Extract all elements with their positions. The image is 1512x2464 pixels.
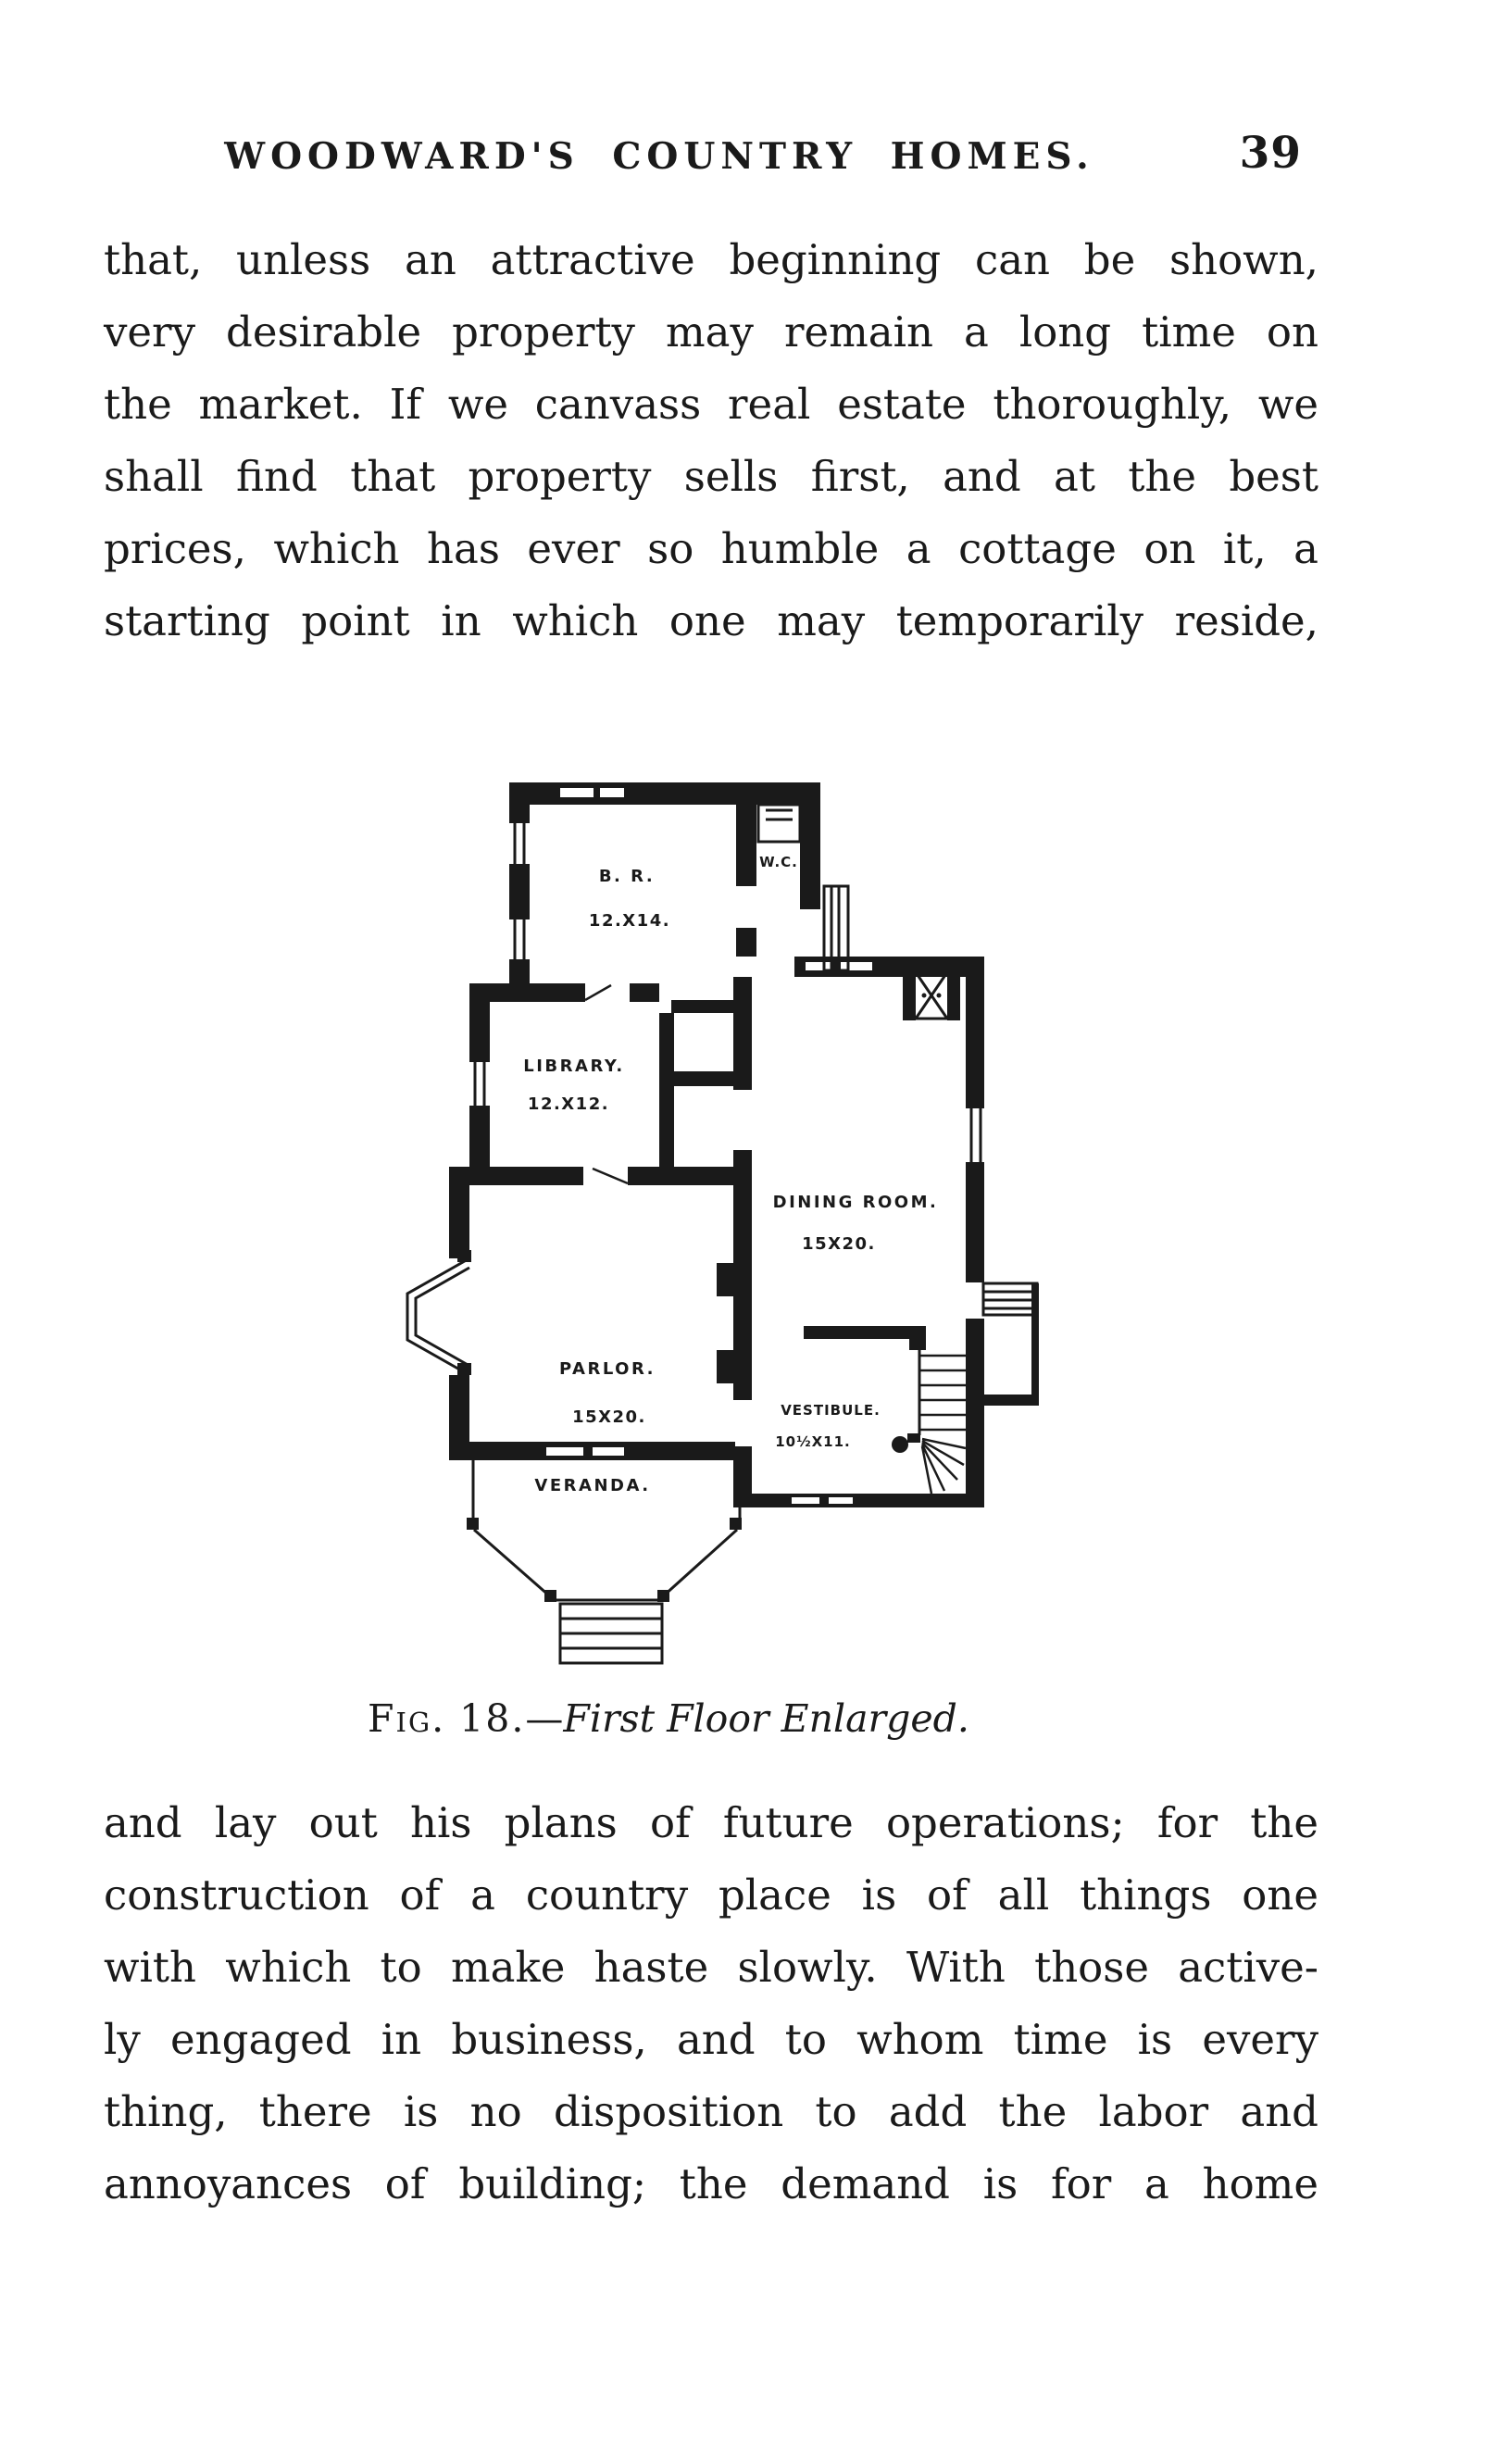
- paragraph-top: [104, 224, 1318, 657]
- room-size-parlor: 15X20.: [572, 1407, 646, 1427]
- text-line: with which to make haste slowly. With those active-: [104, 1943, 1318, 1992]
- text-line: the market. If we canvass real estate thoroughly, we: [104, 380, 1318, 429]
- text-line: thing, there is no disposition to add the labor and: [104, 2087, 1318, 2136]
- running-head: [104, 128, 1317, 191]
- text-line: very desirable property may remain a long time on: [104, 307, 1318, 356]
- text-line: annoyances of building; the demand is for a home: [104, 2159, 1318, 2208]
- room-size-library: 12.X12.: [527, 1094, 610, 1114]
- room-label-bedroom: B. R.: [598, 867, 656, 886]
- curved-stair-icon: [892, 1339, 966, 1494]
- room-size-vestibule: 10½X11.: [775, 1433, 851, 1450]
- page-title: WOODWARD'S COUNTRY HOMES.: [224, 135, 1094, 178]
- text-line: shall find that property sells first, and at the best: [104, 452, 1318, 501]
- room-label-vestibule: VESTIBULE.: [781, 1402, 881, 1419]
- text-line: that, unless an attractive beginning can be shown,: [104, 235, 1318, 284]
- text-line: prices, which has ever so humble a cottage on it, a: [104, 524, 1318, 573]
- floor-plan-figure: [370, 752, 1056, 1687]
- room-label-dining: DINING ROOM.: [772, 1193, 939, 1212]
- caption-title: First Floor Enlarged.: [563, 1696, 969, 1741]
- page-number: 39: [1239, 128, 1302, 179]
- caption-number: Fig. 18.: [368, 1696, 526, 1741]
- room-label-wc: W.C.: [759, 854, 798, 870]
- room-size-dining: 15X20.: [802, 1234, 876, 1254]
- paragraph-bottom: [104, 1787, 1318, 2220]
- room-size-bedroom: 12.X14.: [588, 911, 671, 931]
- text-line: ly engaged in business, and to whom time is every: [104, 2015, 1318, 2064]
- room-label-veranda: VERANDA.: [534, 1476, 651, 1495]
- fireplace-icon: [903, 970, 960, 1020]
- figure-caption: [62, 1696, 1275, 1741]
- text-line: starting point in which one may temporarily reside,: [104, 596, 1318, 645]
- text-line: and lay out his plans of future operations; for the: [104, 1798, 1318, 1847]
- room-label-parlor: PARLOR.: [559, 1359, 656, 1379]
- caption-dash: —: [525, 1696, 564, 1741]
- text-line: construction of a country place is of all things one: [104, 1870, 1318, 1920]
- room-label-library: LIBRARY.: [523, 1057, 625, 1076]
